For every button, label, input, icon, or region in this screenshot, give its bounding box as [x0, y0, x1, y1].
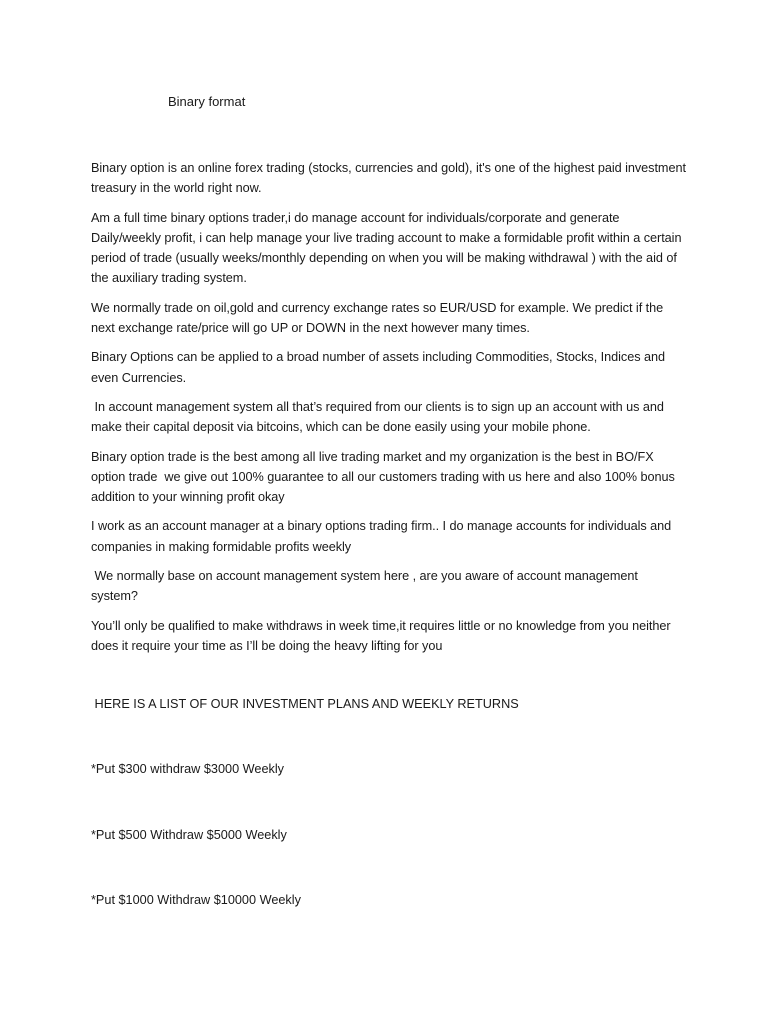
paragraph-assets: Binary Options can be applied to a broad number of assets including Commodities, Stocks, Indices and even Currencies.: [91, 350, 666, 385]
paragraph-system-question: We normally base on account management system here , are you aware of account management system?: [91, 569, 642, 604]
plan-item: *Put $500 Withdraw $5000 Weekly: [91, 828, 287, 842]
paragraph-guarantee: Binary option trade is the best among all live trading market and my organization is the best in BO/FX option trade we give out 100% guarantee to all our customers trading with us here and also 100% bonus addition to your winning profit okay: [91, 449, 679, 505]
document-title: Binary format: [168, 94, 246, 109]
paragraph-account-management: In account management system all that’s required from our clients is to sign up an account with us and make their capital deposit via bitcoins, which can be done easily using your mobile phone.: [91, 399, 668, 435]
document-body: [91, 158, 686, 665]
paragraph-withdraws: You’ll only be qualified to make withdraws in week time,it requires little or no knowledge from you neither does it require your time as I’ll be doing the heavy lifting for you: [91, 618, 671, 653]
plan-item: *Put $1000 Withdraw $10000 Weekly: [91, 893, 301, 907]
paragraph-markets: We normally trade on oil,gold and currency exchange rates so EUR/USD for example. We predict if the next exchange rate/price will go UP or DOWN in the next however many times.: [91, 300, 664, 336]
plans-heading: HERE IS A LIST OF OUR INVESTMENT PLANS AND WEEKLY RETURNS: [91, 697, 519, 711]
paragraph-intro: Binary option is an online forex trading (stocks, currencies and gold), it's one of the highest paid investment treasury in the world right now.: [91, 161, 686, 196]
plan-item: *Put $300 withdraw $3000 Weekly: [91, 762, 285, 776]
paragraph-account-manager: I work as an account manager at a binary options trading firm.. I do manage accounts for individuals and companies in making formidable profits weekly: [91, 519, 672, 554]
paragraph-trader: Am a full time binary options trader,i do manage account for individuals/corporate and generate Daily/weekly profit, i can help manage your live trading account to make a formidable profit within a certain period of trade (usually weeks/monthly depending on when you will be making withdrawal ) with the aid of the auxiliary trading system.: [91, 210, 682, 286]
